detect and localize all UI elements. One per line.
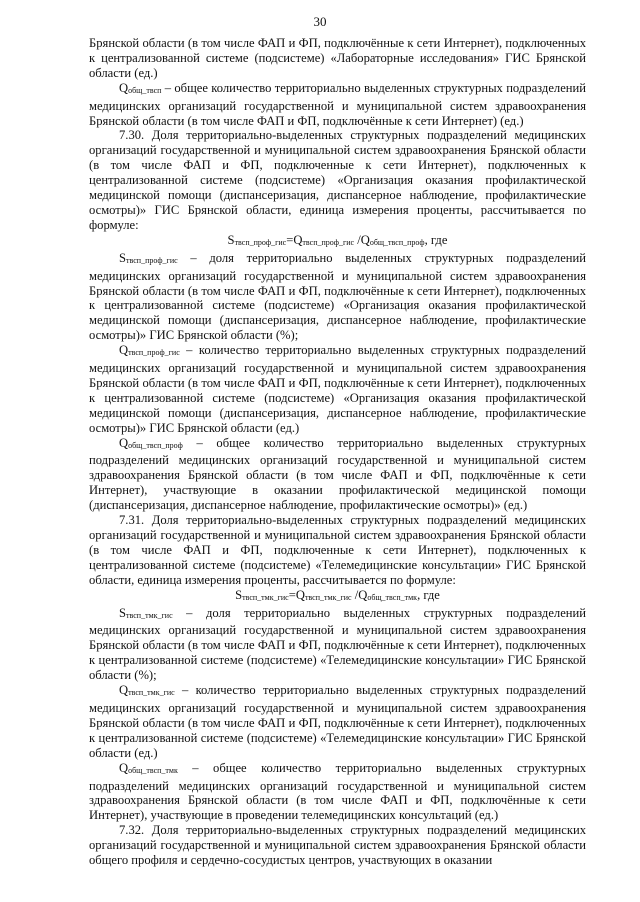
definition-s-tvsp-prof-gis bbox=[89, 251, 586, 343]
definition-q-obsh-tvsp bbox=[89, 81, 586, 129]
definition-text: – количество территориально выделенных структурных подразделений медицинских организаций государственной и муниципальной систем здравоохранения Брянской области (в том числе ФАП и ФП, подключённые к сети Интернет), подключенных к централизованной системе (подсистеме) «Организация оказания профилактической медицинской помощи (диспансеризация, диспансерное наблюдение, профилактические осмотры)» ГИС Брянской области (ед.) bbox=[89, 343, 586, 435]
symbol-subscript: твсп_тмк_гис bbox=[126, 610, 173, 620]
symbol-subscript: общ_твсп bbox=[128, 85, 162, 95]
definition-text: – доля территориально выделенных структурных подразделений медицинских организаций государственной и муниципальной систем здравоохранения Брянской области (в том числе ФАП и ФП, подключённые к сети Интернет), подключенных к централизованной системе (подсистеме) «Организация оказания профилактической медицинской помощи (диспансеризация, диспансерное наблюдение, профилактические осмотры)» ГИС Брянской области (%); bbox=[89, 250, 586, 343]
section-7-30: 7.30. Доля территориально-выделенных структурных подразделений медицинских организаций государственной и муниципальной систем здравоохранения Брянской области (в том числе ФАП и ФП, подключенные к сети Интернет), подключенных к централизованной системе (подсистеме) «Организация оказания профилактической медицинской помощи (диспансеризация, диспансерное наблюдение, профилактические осмотры)» ГИС Брянской области, единица измерения проценты, рассчитывается по формуле: bbox=[89, 128, 586, 232]
section-7-31: 7.31. Доля территориально-выделенных структурных подразделений медицинских организаций государственной и муниципальной систем здравоохранения Брянской области (в том числе ФАП и ФП, подключенные к сети Интернет), подключенных к централизованной системе (подсистеме) «Телемедицинские консультации» ГИС Брянской области, единица измерения проценты, рассчитывается по формуле: bbox=[89, 513, 586, 587]
definition-text: – доля территориально выделенных структурных подразделений медицинских организаций государственной и муниципальной систем здравоохранения Брянской области (в том числе ФАП и ФП, подключённые к сети Интернет), подключенных к централизованной системе (подсистеме) «Телемедицинские консультации» ГИС Брянской области (%); bbox=[89, 605, 586, 683]
document-body bbox=[89, 36, 586, 868]
definition-q-tvsp-prof-gis bbox=[89, 343, 586, 435]
formula-symbol: Q bbox=[358, 587, 368, 602]
formula-subscript: общ_твсп_тмк bbox=[367, 592, 418, 602]
page-number: 30 bbox=[313, 14, 327, 29]
formula-subscript: твсп_проф_гис bbox=[302, 237, 355, 247]
symbol-subscript: твсп_тмк_гис bbox=[128, 688, 175, 698]
symbol-subscript: общ_твсп_проф bbox=[128, 440, 183, 450]
symbol-subscript: твсп_проф_гис bbox=[128, 348, 180, 358]
symbol: Q bbox=[119, 435, 129, 450]
symbol: S bbox=[119, 250, 127, 265]
formula-operator: / bbox=[351, 587, 359, 602]
definition-text: – общее количество территориально выделенных структурных подразделений медицинских организаций государственной и муниципальной систем здравоохранения Брянской области (в том числе ФАП и ФП, подключённые к сети Интернет), участвующие в проведении телемедицинских консультаций (ед.) bbox=[89, 760, 586, 823]
paragraph: Брянской области (в том числе ФАП и ФП, подключённые к сети Интернет), подключенных к централизованной системе (подсистеме) «Лабораторные исследования» ГИС Брянской области (ед.) bbox=[89, 36, 586, 80]
formula-tail: , где bbox=[417, 587, 440, 602]
formula-symbol: S bbox=[227, 232, 235, 247]
definition-q-obsh-tvsp-prof bbox=[89, 436, 586, 514]
formula-operator: = bbox=[286, 232, 294, 247]
symbol: Q bbox=[119, 343, 129, 358]
definition-text: – количество территориально выделенных структурных подразделений медицинских организаций государственной и муниципальной систем здравоохранения Брянской области (в том числе ФАП и ФП, подключённые к сети Интернет), подключенных к централизованной системе (подсистеме) «Телемедицинские консультации» ГИС Брянской области (ед.) bbox=[89, 683, 586, 760]
symbol: Q bbox=[119, 80, 129, 95]
formula-operator: = bbox=[288, 587, 296, 602]
formula-subscript: твсп_тмк_гис bbox=[304, 592, 352, 602]
formula-operator: / bbox=[354, 232, 361, 247]
section-7-32: 7.32. Доля территориально-выделенных структурных подразделений медицинских организаций государственной и муниципальной систем здравоохранения Брянской области общего профиля и сердечно-сосудистых центров, участвующих в оказании bbox=[89, 823, 586, 868]
formula-symbol: Q bbox=[293, 232, 303, 247]
symbol: Q bbox=[119, 760, 129, 775]
definition-text: – общее количество территориально выделенных структурных подразделений медицинских организаций государственной и муниципальной систем здравоохранения Брянской области (в том числе ФАП и ФП, подключённые к сети Интернет) (ед.) bbox=[89, 80, 586, 128]
formula-symbol: S bbox=[235, 587, 243, 602]
formula-subscript: твсп_тмк_гис bbox=[242, 592, 289, 602]
formula-7-31 bbox=[89, 588, 586, 606]
definition-s-tvsp-tmk-gis bbox=[89, 606, 586, 684]
formula-symbol: Q bbox=[360, 232, 370, 247]
symbol-subscript: твсп_проф_гис bbox=[126, 255, 178, 265]
symbol: S bbox=[119, 605, 127, 620]
formula-7-30 bbox=[89, 233, 586, 251]
definition-q-obsh-tvsp-tmk bbox=[89, 761, 586, 824]
definition-q-tvsp-tmk-gis bbox=[89, 683, 586, 761]
definition-text: – общее количество территориально выделенных структурных подразделений медицинских организаций государственной и муниципальной систем здравоохранения Брянской области (в том числе ФАП и ФП, подключённые к сети Интернет), участвующие в оказании профилактической медицинской помощи (диспансеризация, диспансерное наблюдение, профилактические осмотры)» (ед.) bbox=[89, 435, 586, 513]
formula-subscript: твсп_проф_гис bbox=[234, 237, 287, 247]
formula-subscript: общ_твсп_проф bbox=[369, 237, 425, 247]
symbol-subscript: общ_твсп_тмк bbox=[128, 765, 178, 775]
formula-tail: , где bbox=[424, 232, 448, 247]
symbol: Q bbox=[119, 683, 129, 698]
formula-symbol: Q bbox=[295, 587, 305, 602]
